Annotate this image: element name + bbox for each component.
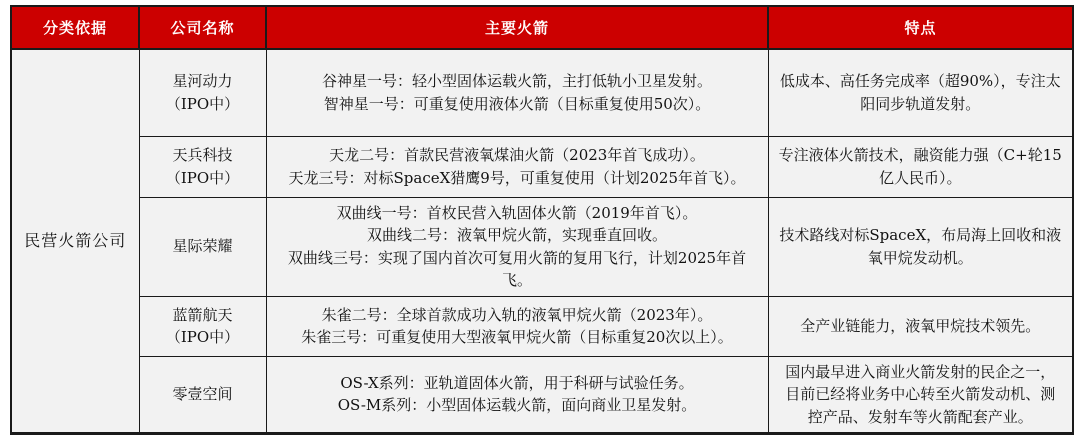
header-cell-main-rockets: 主要火箭 (266, 6, 768, 49)
table-row (11, 197, 1073, 296)
header-row (11, 6, 1073, 49)
features-cell: 全产业链能力，液氧甲烷技术领先。 (768, 296, 1073, 356)
company-name: 天兵科技 (172, 146, 233, 164)
rocket-companies-table (10, 5, 1074, 435)
rocket-line: 双曲线二号：液氧甲烷火箭，实现垂直回收。 (366, 226, 667, 244)
rocket-line: 双曲线一号：首枚民营入轨固体火箭（2019年首飞）。 (336, 203, 698, 222)
rocket-companies-table-wrap (10, 5, 1072, 435)
rocket-line: 谷神星一号：轻小型固体运载火箭，主打低轨小卫星发射。 (321, 72, 712, 91)
rocket-line: 天龙二号：首款民营液氧煤油火箭（2023年首飞成功）。 (329, 146, 705, 164)
table-row (11, 49, 1073, 136)
company-cell (139, 136, 266, 197)
company-ipo-status: （IPO中） (165, 168, 240, 187)
rocket-line: 朱雀三号：可重复使用大型液氧甲烷火箭（目标重复20次以上）。 (301, 328, 733, 346)
rocket-line: OS-X系列：亚轨道固体火箭，用于科研与试验任务。 (340, 373, 694, 392)
table-row (11, 136, 1073, 197)
company-cell (139, 49, 266, 136)
rockets-cell (266, 136, 768, 197)
rockets-cell (266, 49, 768, 136)
features-cell: 技术路线对标SpaceX，布局海上回收和液氧甲烷发动机。 (768, 197, 1073, 296)
company-ipo-status: （IPO中） (165, 328, 240, 346)
rocket-line: 天龙三号：对标SpaceX猎鹰9号，可重复使用（计划2025年首飞）。 (288, 168, 746, 187)
company-name: 星河动力 (172, 72, 233, 91)
rocket-line: 双曲线三号：实现了国内首次可复用火箭的复用飞行，计划2025年首飞。 (287, 248, 747, 289)
company-name: 星际荣耀 (172, 237, 233, 256)
company-cell (139, 197, 266, 296)
rocket-line: OS-M系列：小型固体运载火箭，面向商业卫星发射。 (337, 396, 697, 415)
header-cell-classification: 分类依据 (11, 6, 139, 49)
category-cell: 民营火箭公司 (11, 49, 139, 434)
features-cell: 专注液体火箭技术，融资能力强（C+轮15亿人民币）。 (768, 136, 1073, 197)
rocket-line: 朱雀二号：全球首款成功入轨的液氧甲烷火箭（2023年）。 (321, 305, 713, 324)
company-name: 蓝箭航天 (172, 305, 233, 324)
rockets-cell (266, 296, 768, 356)
company-name: 零壹空间 (172, 385, 233, 403)
company-cell (139, 296, 266, 356)
features-cell: 低成本、高任务完成率（超90%），专注太阳同步轨道发射。 (768, 49, 1073, 136)
header-cell-company: 公司名称 (139, 6, 266, 49)
rocket-line: 智神星一号：可重复使用液体火箭（目标重复使用50次）。 (323, 94, 711, 113)
table-row (11, 296, 1073, 356)
company-ipo-status: （IPO中） (165, 94, 240, 113)
features-cell: 国内最早进入商业火箭发射的民企之一，目前已经将业务中心转至火箭发动机、测控产品、发射车等火箭配套产业。 (768, 356, 1073, 434)
header-cell-features: 特点 (768, 6, 1073, 49)
rockets-cell (266, 197, 768, 296)
